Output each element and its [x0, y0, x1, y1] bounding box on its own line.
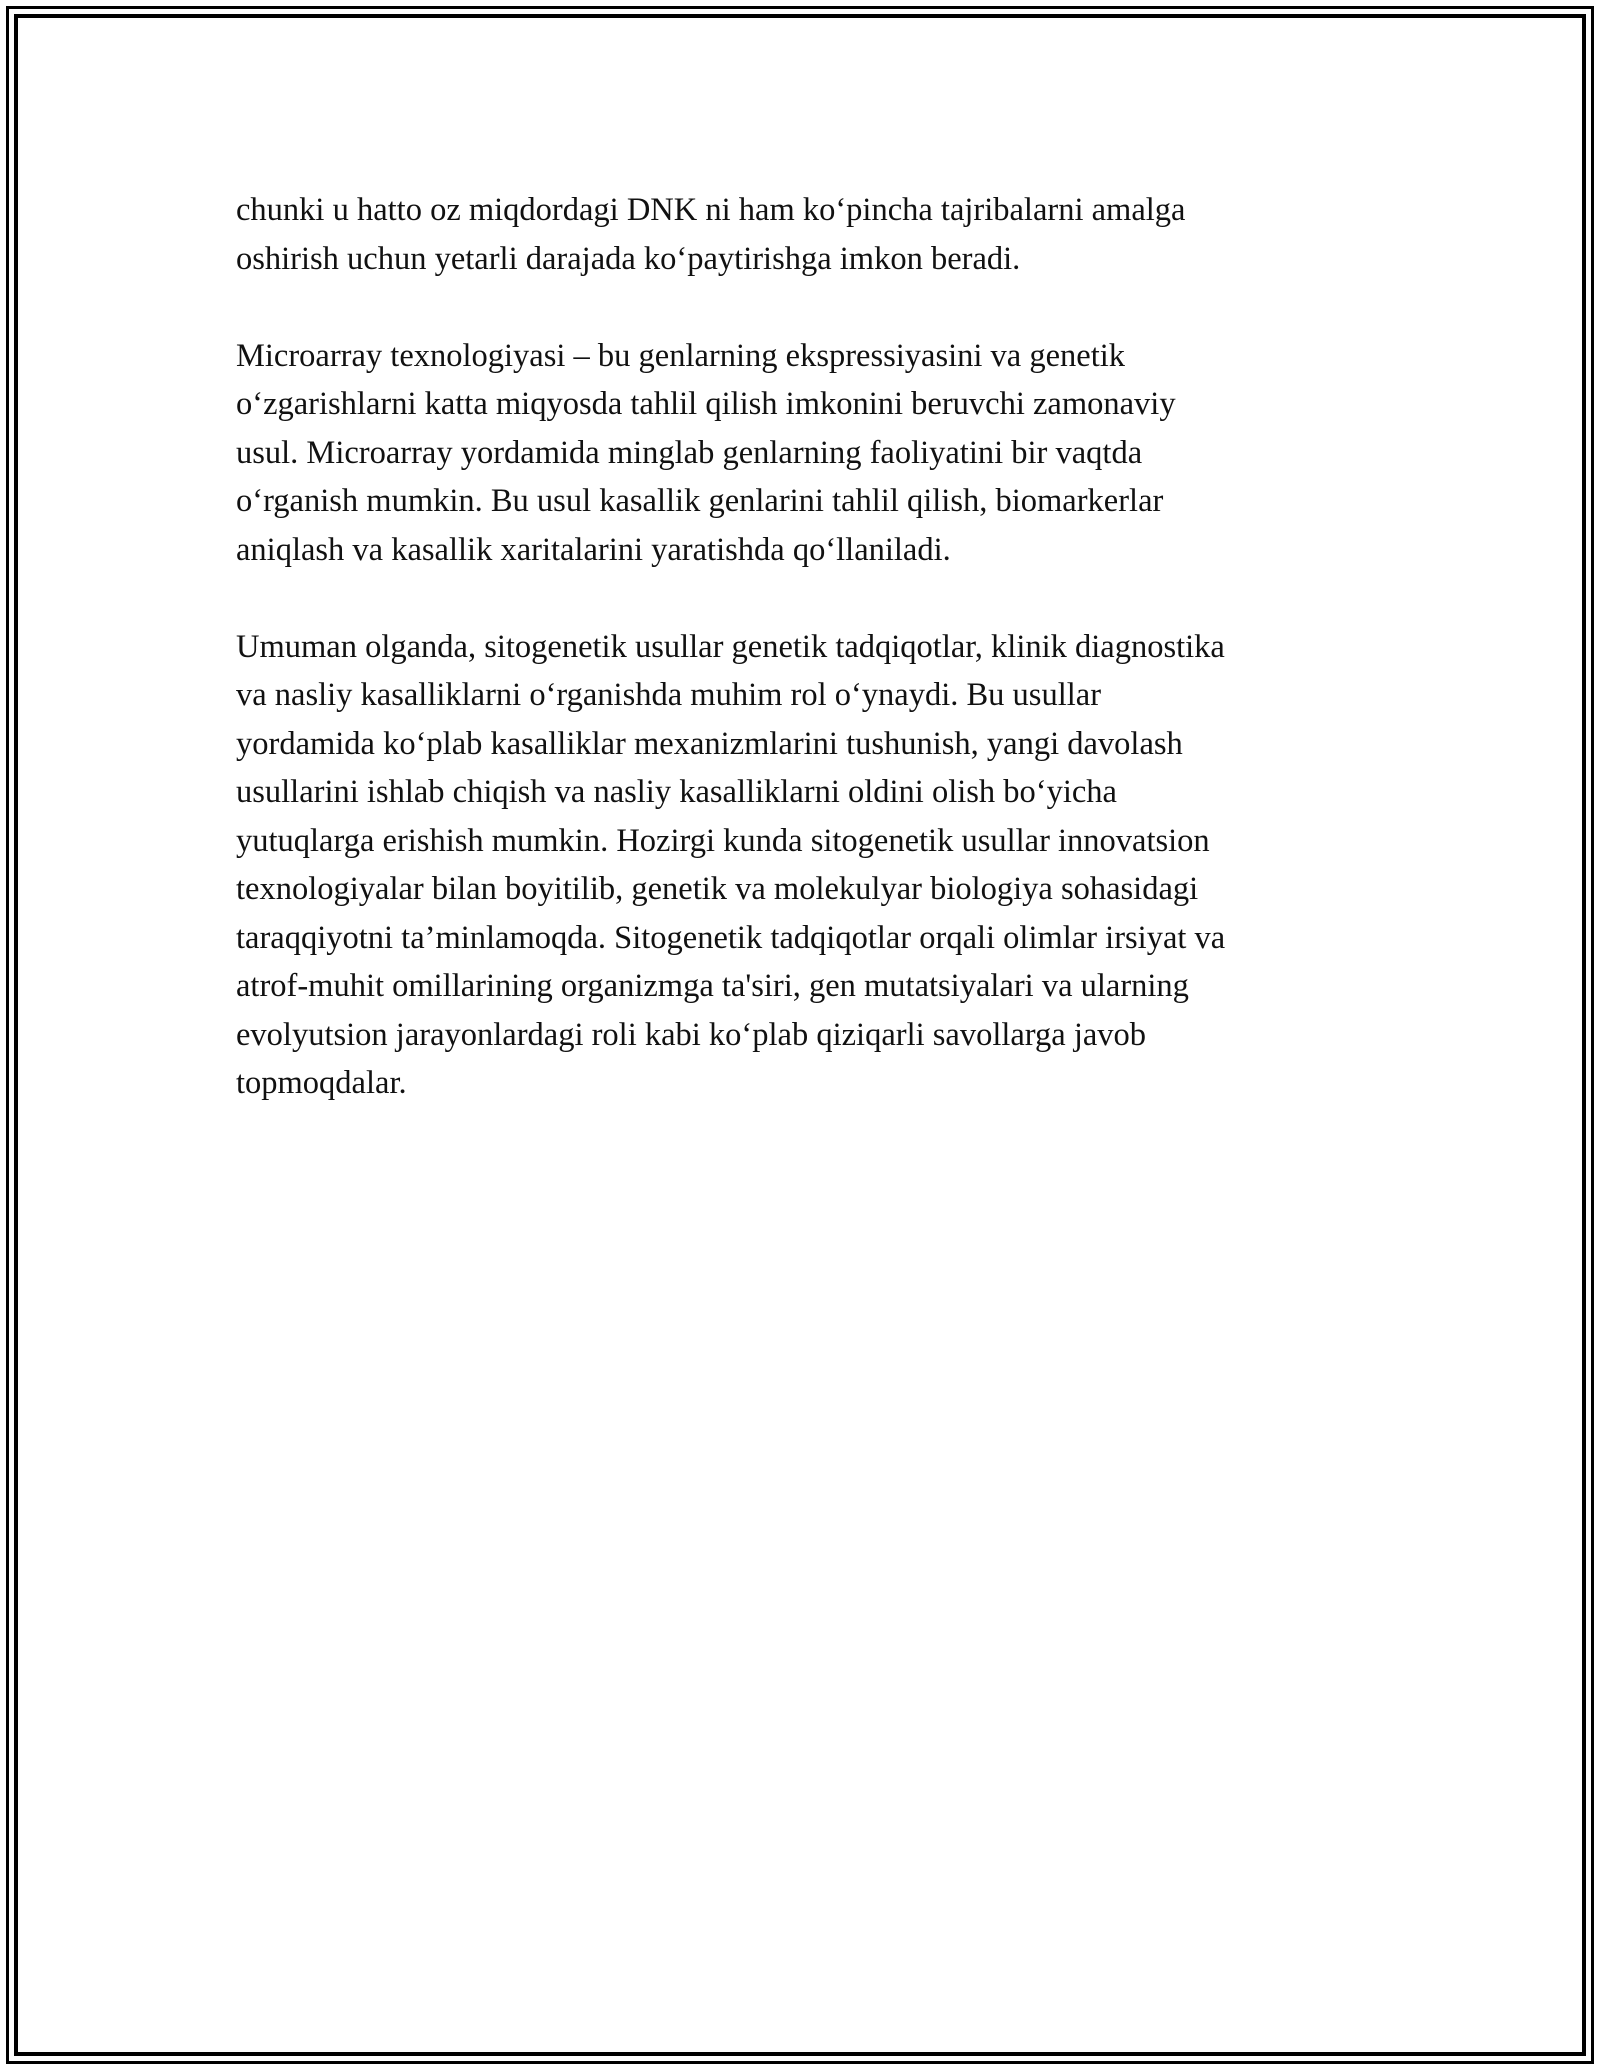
text-line: oshirish uchun yetarli darajada ko‘paytirishga imkon beradi.	[236, 240, 1021, 277]
text-line: usullarini ishlab chiqish va nasliy kasalliklarni oldini olish bo‘yicha	[236, 774, 1117, 810]
text-line: chunki u hatto oz miqdordagi DNK ni ham ko‘pincha tajribalarni amalga	[236, 192, 1186, 228]
text-line: va nasliy kasalliklarni o‘rganishda muhim rol o‘ynaydi. Bu usullar	[236, 677, 1102, 713]
paragraph-pcr-continuation	[236, 186, 1366, 283]
text-line: texnologiyalar bilan boyitilib, genetik va molekulyar biologiya sohasidagi	[236, 871, 1199, 907]
text-line: taraqqiyotni ta’minlamoqda. Sitogenetik tadqiqotlar orqali olimlar irsiyat va	[236, 919, 1226, 956]
paragraph-spacer	[236, 574, 1366, 623]
text-line: Umuman olganda, sitogenetik usullar genetik tadqiqotlar, klinik diagnostika	[236, 628, 1225, 665]
text-line: yordamida ko‘plab kasalliklar mexanizmlarini tushunish, yangi davolash	[236, 725, 1183, 762]
text-line: usul. Microarray yordamida minglab genlarning faoliyatini bir vaqtda	[236, 434, 1143, 471]
text-line: atrof-muhit omillarining organizmga ta'siri, gen mutatsiyalari va ularning	[236, 968, 1189, 1004]
text-line: o‘rganish mumkin. Bu usul kasallik genlarini tahlil qilish, biomarkerlar	[236, 483, 1164, 519]
paragraph-spacer	[236, 283, 1366, 332]
text-line: o‘zgarishlarni katta miqyosda tahlil qilish imkonini beruvchi zamonaviy	[236, 386, 1176, 422]
paragraph-conclusion	[236, 623, 1366, 1108]
text-line: aniqlash va kasallik xaritalarini yaratishda qo‘llaniladi.	[236, 531, 951, 568]
paragraph-microarray	[236, 332, 1366, 575]
text-line: Microarray texnologiyasi – bu genlarning ekspressiyasini va genetik	[236, 337, 1126, 374]
text-line: yutuqlarga erishish mumkin. Hozirgi kunda sitogenetik usullar innovatsion	[236, 822, 1210, 859]
text-line: topmoqdalar.	[236, 1065, 407, 1101]
document-body	[236, 186, 1366, 1108]
text-line: evolyutsion jarayonlardagi roli kabi ko‘plab qiziqarli savollarga javob	[236, 1016, 1147, 1053]
